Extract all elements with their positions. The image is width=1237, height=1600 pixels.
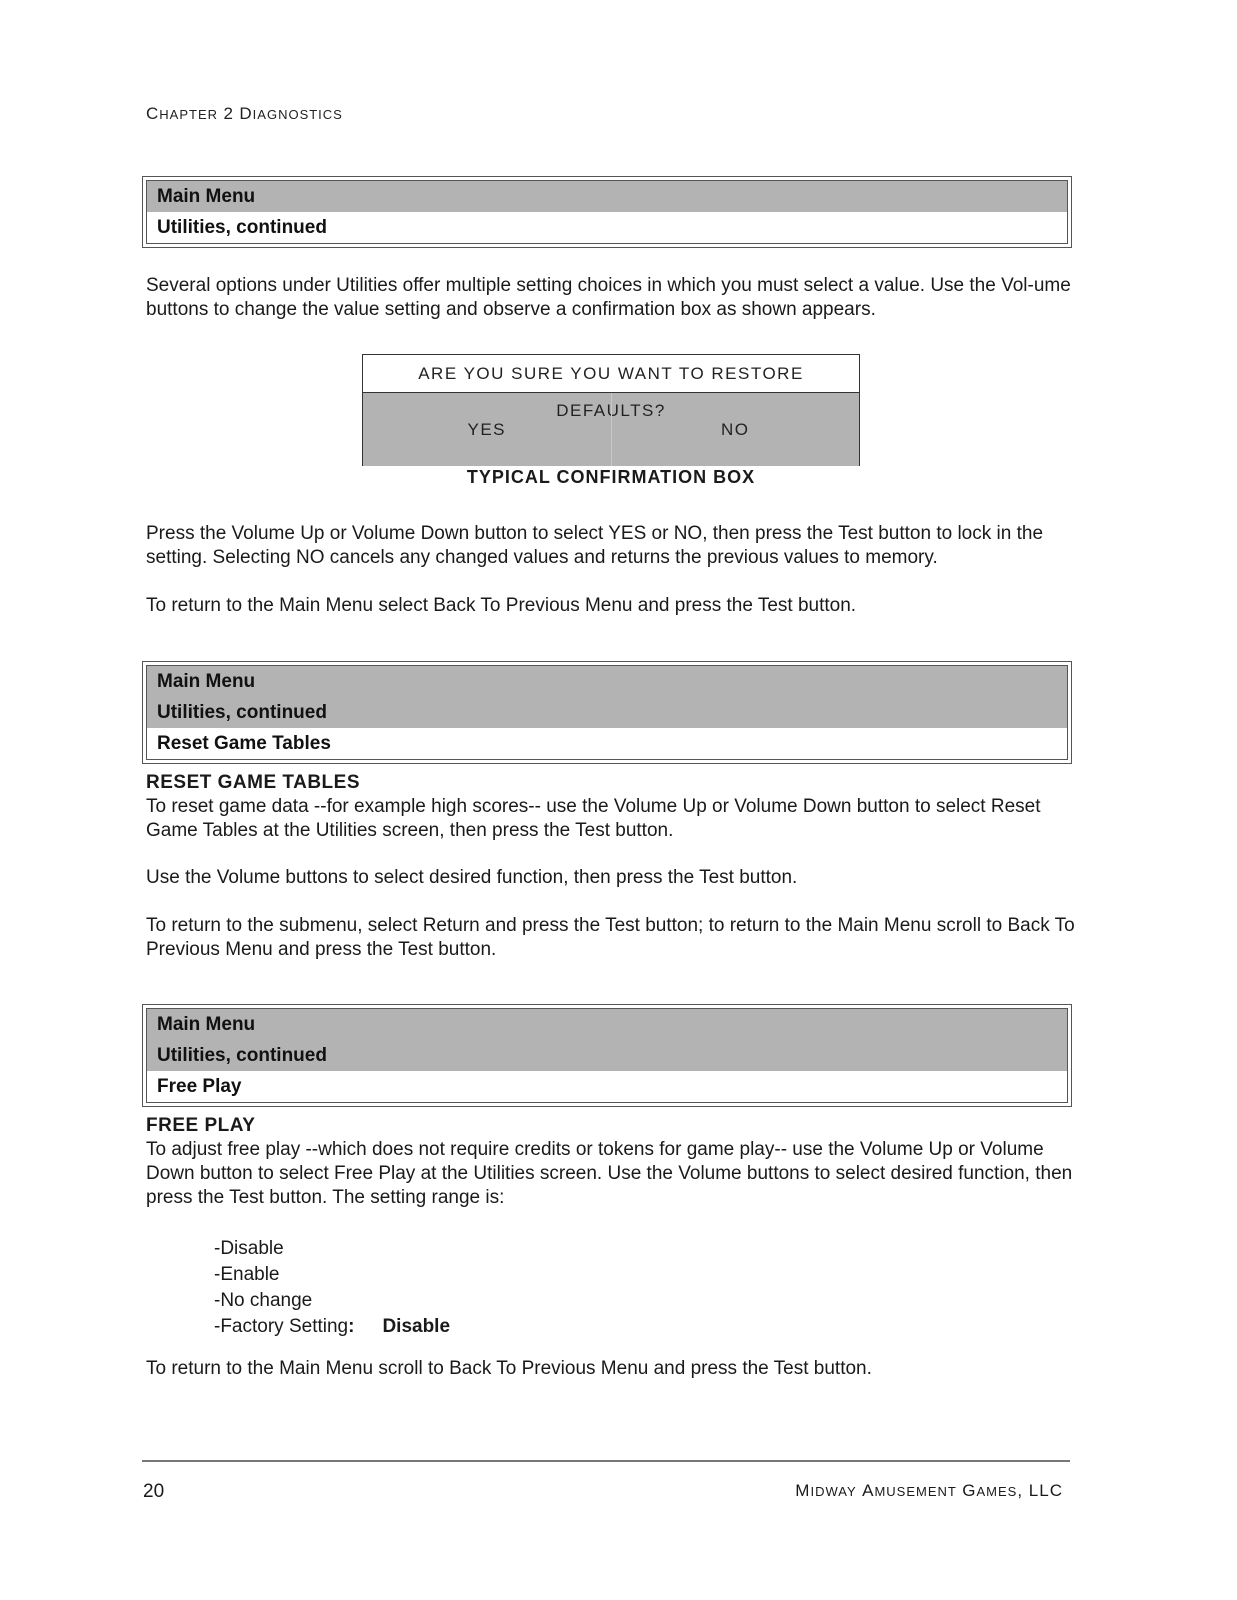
factory-setting-value: Disable: [382, 1316, 451, 1337]
menu-path-main-menu: Main Menu: [147, 666, 1067, 697]
return-paragraph-1: To return to the Main Menu select Back To Previous Menu and press the Test button.: [146, 595, 857, 616]
menu-path-box-free-play: [142, 1004, 1072, 1107]
factory-setting: -Factory Setting: Disable: [214, 1316, 451, 1337]
reset-paragraph-2: Use the Volume buttons to select desired function, then press the Test button.: [146, 867, 798, 888]
reset-game-tables-section: RESET GAME TABLES To reset game data --for example high scores-- use the Volume Up or Volume Down button to select Reset Game Tables at the Utilities screen, then press the Test button.: [146, 771, 1076, 843]
footer-divider: [142, 1460, 1070, 1462]
publisher-name: MIDWAY AMUSEMENT GAMES, LLC: [795, 1481, 1063, 1500]
reset-paragraph-3: To return to the submenu, select Return and press the Test button; to return to the Main Menu scroll to Back To Previous Menu and press the Test button.: [146, 915, 1075, 960]
free-play-options-list: [214, 1236, 450, 1340]
confirmation-box: [362, 354, 860, 466]
free-play-section: FREE PLAY To adjust free play --which does not require credits or tokens for game play-- use the Volume Up or Volume Down button to select Free Play at the Utilities screen. Use the Volume buttons to select desired function, then press the Test button. The setting range is:: [146, 1114, 1076, 1210]
option-enable: -Enable: [214, 1264, 280, 1285]
menu-path-utilities: Utilities, continued: [147, 212, 1067, 243]
intro-paragraph: Several options under Utilities offer multiple setting choices in which you must select a value. Use the Vol-ume buttons to change the value setting and observe a confirmation box as shown appears.: [146, 275, 1071, 320]
section-title-free-play: FREE PLAY: [146, 1115, 256, 1136]
menu-path-box-utilities: [142, 176, 1072, 248]
option-no-change: -No change: [214, 1290, 313, 1311]
press-paragraph: Press the Volume Up or Volume Down button to select YES or NO, then press the Test button to lock in the setting. Selecting NO cancels any changed values and returns the previous values to memory.: [146, 523, 1044, 568]
confirmation-question: ARE YOU SURE YOU WANT TO RESTORE DEFAULTS?: [363, 355, 859, 393]
confirm-no-option: NO: [611, 393, 860, 466]
confirmation-box-caption: TYPICAL CONFIRMATION BOX: [466, 467, 756, 487]
confirm-yes-option: YES: [467, 419, 507, 439]
running-header: CHAPTER 2 DIAGNOSTICS: [146, 104, 343, 123]
menu-path-utilities: Utilities, continued: [147, 1040, 1067, 1071]
menu-path-free-play: Free Play: [147, 1071, 1067, 1102]
menu-path-utilities: Utilities, continued: [147, 697, 1067, 728]
menu-path-main-menu: Main Menu: [147, 1009, 1067, 1040]
option-disable: -Disable: [214, 1238, 284, 1259]
menu-path-box-reset-game-tables: [142, 661, 1072, 764]
page-number: 20: [143, 1481, 165, 1502]
section-title-reset-game-tables: RESET GAME TABLES: [146, 772, 360, 793]
free-play-return-paragraph: To return to the Main Menu scroll to Back To Previous Menu and press the Test button.: [146, 1358, 872, 1379]
menu-path-main-menu: Main Menu: [147, 181, 1067, 212]
menu-path-reset-game-tables: Reset Game Tables: [147, 728, 1067, 759]
